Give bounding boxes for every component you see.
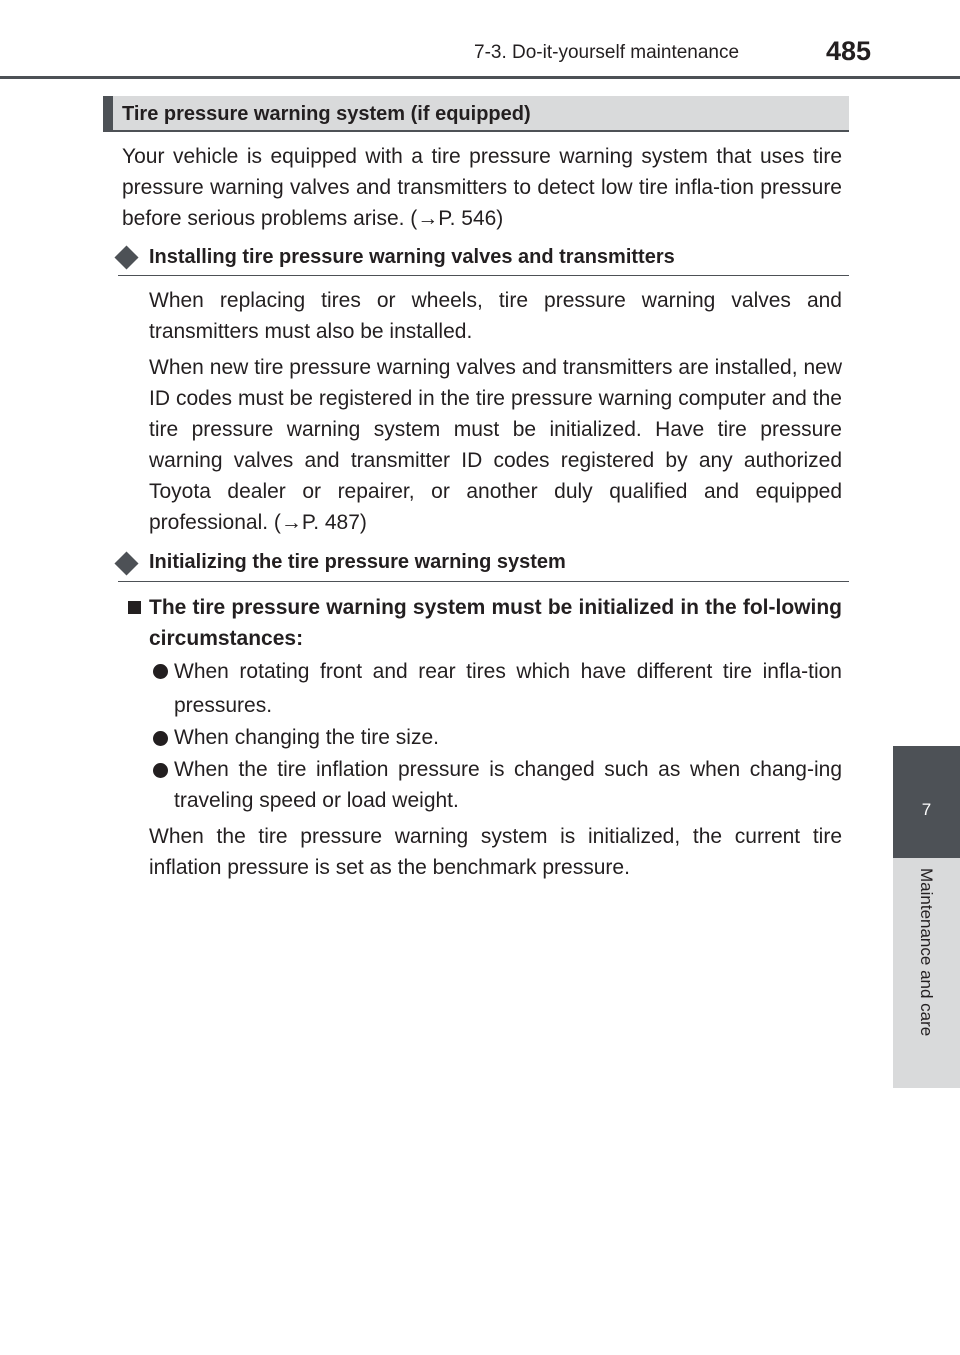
bullet-item bbox=[174, 722, 842, 753]
init-note bbox=[149, 821, 842, 883]
bullet-item bbox=[174, 754, 842, 816]
install-para1-text: When replacing tires or wheels, tire pressure warning valves and transmitters must also be installed. bbox=[149, 289, 842, 343]
install-paragraph-2 bbox=[149, 352, 842, 538]
install-paragraph-1 bbox=[149, 285, 842, 347]
chapter-number: 7 bbox=[921, 800, 932, 819]
install-heading-rule bbox=[118, 275, 849, 276]
init-condition bbox=[149, 592, 842, 654]
bullet-dot-icon bbox=[153, 763, 168, 778]
init-heading: Initializing the tire pressure warning system bbox=[149, 551, 566, 573]
intro-text: Your vehicle is equipped with a tire pressure warning system that uses tire pressure warning valves and transmitters to detect low tire infla-tion pressure before serious problems arise. (→P. 546) bbox=[122, 145, 842, 230]
running-header-section: 7-3. Do-it-yourself maintenance bbox=[474, 42, 740, 63]
bullet-dot-icon bbox=[153, 664, 168, 679]
diamond-bullet-icon bbox=[114, 245, 138, 269]
init-note-text: When the tire pressure warning system is initialized, the current tire inflation pressure is set as the benchmark pressure. bbox=[149, 825, 842, 879]
chapter-label: Maintenance and care bbox=[917, 868, 936, 1037]
bullet-dot-icon bbox=[153, 731, 168, 746]
bullet-text: When the tire inflation pressure is changed such as when chang-ing traveling speed or load weight. bbox=[174, 758, 842, 812]
section-title: Tire pressure warning system (if equipped) bbox=[122, 103, 531, 125]
section-title-underline bbox=[103, 130, 849, 132]
install-heading: Installing tire pressure warning valves and transmitters bbox=[149, 246, 675, 268]
bullet-item bbox=[174, 655, 842, 723]
bullet-text: When rotating front and rear tires which have different tire infla-tion pressures. bbox=[174, 660, 842, 717]
page-number: 485 bbox=[826, 36, 872, 66]
init-heading-rule bbox=[118, 581, 849, 582]
square-bullet-icon bbox=[128, 601, 141, 614]
init-condition-text: The tire pressure warning system must be initialized in the fol-lowing circumstances: bbox=[149, 596, 842, 650]
diamond-bullet-icon bbox=[114, 551, 138, 575]
header-divider bbox=[0, 76, 960, 79]
intro-paragraph bbox=[122, 141, 842, 234]
install-para2-text: When new tire pressure warning valves and transmitters are installed, new ID codes must be registered in the tire pressure warning computer and the tire pressure warning system must be initialized. Have tire pressure warning valves and transmitter ID codes registered by any authorized Toyota dealer or repairer, or another duly qualified and equipped professional. (→P. 487) bbox=[149, 356, 842, 534]
section-title-accent bbox=[103, 96, 113, 132]
bullet-text: When changing the tire size. bbox=[174, 726, 439, 749]
